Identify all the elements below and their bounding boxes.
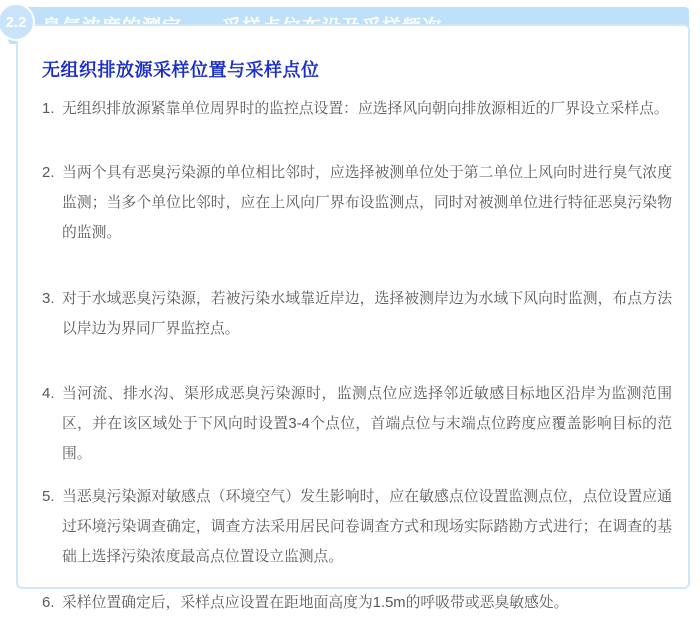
list-item	[42, 158, 672, 248]
list-item-number: 1.	[42, 100, 55, 117]
list-item-text: 无组织排放源紧靠单位周界时的监控点设置：应选择风向朝向排放源相近的厂界设立采样点。	[62, 101, 669, 117]
list-item-number: 3.	[42, 290, 55, 307]
list-item	[42, 284, 672, 344]
list-item	[42, 94, 672, 124]
list-item-number: 2.	[42, 164, 55, 181]
list-item-text: 当两个具有恶臭污染源的单位相比邻时，应选择被测单位处于第二单位上风向时进行臭气浓度监测；当多个单位比邻时，应在上风向厂界布设监测点，同时对被测单位进行特征恶臭污染物的监测。	[62, 165, 672, 241]
list-item-number: 5.	[42, 488, 55, 505]
list-item-text: 对于水域恶臭污染源，若被污染水域靠近岸边，选择被测岸边为水域下风向时监测，布点方法以岸边为界同厂界监控点。	[62, 291, 672, 337]
list-item	[42, 588, 672, 618]
list-item	[42, 482, 672, 572]
section-number: 2.2	[5, 13, 27, 31]
list-item-number: 4.	[42, 385, 55, 402]
list-item-text: 当恶臭污染源对敏感点（环境空气）发生影响时，应在敏感点位设置监测点位，点位设置应通过环境污染调查确定，调查方法采用居民问卷调查方式和现场实际踏勘方式进行；在调查的基础上选择污染浓度最高点位置设立监测点。	[62, 489, 672, 565]
sampling-rules-list	[42, 94, 672, 618]
list-item-text: 当河流、排水沟、渠形成恶臭污染源时，监测点位应选择邻近敏感目标地区沿岸为监测范围区，并在该区域处于下风向时设置3-4个点位，首端点位与末端点位跨度应覆盖影响目标的范围。	[62, 386, 672, 462]
list-item-number: 6.	[42, 594, 55, 611]
content-heading: 无组织排放源采样位置与采样点位	[42, 60, 320, 80]
list-item	[42, 379, 672, 469]
content-panel	[16, 24, 690, 611]
list-item-text: 采样位置确定后，采样点应设置在距地面高度为1.5m的呼吸带或恶臭敏感处。	[62, 595, 569, 611]
